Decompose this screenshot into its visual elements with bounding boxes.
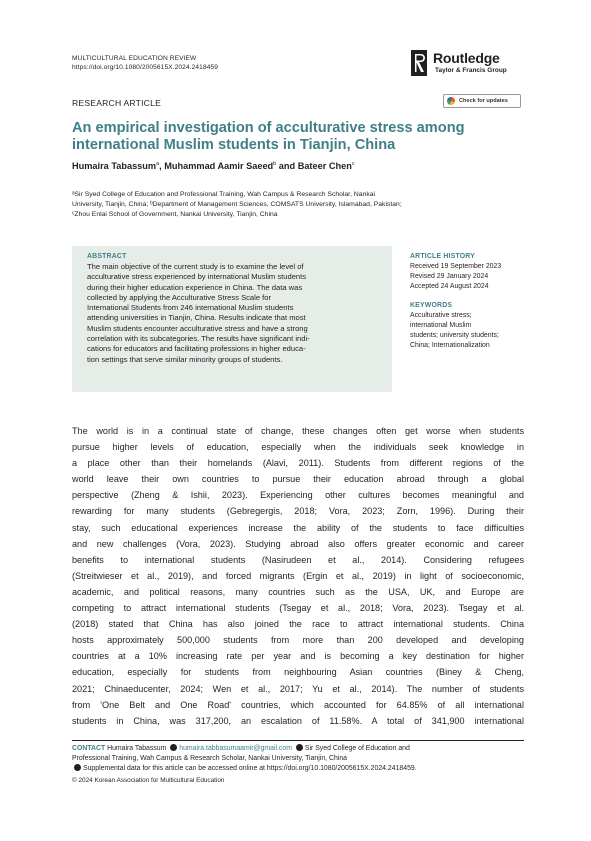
contact-line xyxy=(72,744,417,754)
keyword-line: Acculturative stress; xyxy=(410,312,472,319)
abstract-line: correlation with its subcategories. The results have significant indi- xyxy=(87,334,310,344)
footer-divider xyxy=(72,740,524,741)
supplemental-icon xyxy=(74,764,81,771)
author-list xyxy=(72,161,355,171)
contact-label: CONTACT xyxy=(72,745,106,752)
address-icon xyxy=(296,744,303,751)
journal-name: MULTICULTURAL EDUCATION REVIEW xyxy=(72,55,197,62)
body-line: benefits to international students (Nasirudeen et al., 2014). Considering refugees xyxy=(72,554,524,565)
body-line: and new challenges (Vora, 2023). Studying abroad also offers greater economic and career xyxy=(72,538,524,549)
body-line: 2021; Chinaeducenter, 2024; Wen et al., 2017; Yu et al., 2014). The number of students xyxy=(72,683,524,694)
body-line: world leave their own countries to pursue their education abroad through a global xyxy=(72,474,524,485)
supplemental-text[interactable]: Supplemental data for this article can be accessed online at https://doi.org/10.1080/2005615X.2024.2418459. xyxy=(83,765,417,773)
history-item: Accepted 24 August 2024 xyxy=(410,283,489,291)
doi-link[interactable]: https://doi.org/10.1080/2005615X.2024.2418459 xyxy=(72,64,219,71)
author-name[interactable]: Muhammad Aamir Saeed xyxy=(164,161,274,172)
copyright: © 2024 Korean Association for Multicultural Education xyxy=(72,777,225,784)
address-line-1: Sir Syed College of Education and xyxy=(304,745,410,752)
body-line: competing to attract international students (Tsegay et al., 2018; Vora, 2023). Tsegay et al. xyxy=(72,603,524,614)
history-item: Revised 29 January 2024 xyxy=(410,273,489,281)
check-updates-label: Check for updates xyxy=(459,98,508,104)
body-line: from 'One Belt and One Road' countries, which accounted for 64.85% of all international xyxy=(72,699,524,710)
body-line: stay, such educational experiences increase the ability of the students to face difficulties xyxy=(72,522,524,533)
crossmark-icon xyxy=(447,97,455,105)
body-line: rewarding for many students (Gebregergis, 2018; Vora, 2023; Zorn, 1996). During their xyxy=(72,506,524,517)
article-type: RESEARCH ARTICLE xyxy=(72,98,162,108)
title-line: international Muslim students in Tianjin, China xyxy=(72,137,396,153)
affiliation-line: ᵃSir Syed College of Education and Professional Training, Wah Campus & Research Scholar, Nankai xyxy=(72,191,376,198)
body-line: a place other than their homelands (Alavi, 2011). Students from different regions of the xyxy=(72,458,524,469)
publisher-subtitle: Taylor & Francis Group xyxy=(435,67,507,74)
check-updates-button[interactable] xyxy=(443,94,521,108)
publisher-logo xyxy=(411,50,521,80)
abstract-line: Muslim students encounter acculturative stress and have a strong xyxy=(87,323,308,333)
abstract-line: tion settings that serve similar minority groups of students. xyxy=(87,354,283,364)
author-separator: , xyxy=(159,161,165,172)
body-line: The world is in a continual state of change, these changes often get worse when students xyxy=(72,426,524,436)
abstract-text xyxy=(87,262,383,365)
abstract-line: during their higher education experience in China. The data was xyxy=(87,282,303,292)
article-title xyxy=(72,120,522,154)
email-link[interactable]: humaira.tabbasumaamir@gmail.com xyxy=(179,745,292,752)
email-icon xyxy=(170,744,177,751)
body-line: students in China, was 317,200, an escalation of 11.58%. A total of 341,900 international xyxy=(72,715,524,726)
history-list xyxy=(410,262,501,292)
affiliation-line: ᶜZhou Enlai School of Government, Nankai University, Tianjin, China xyxy=(72,211,278,219)
author-and: and xyxy=(276,161,298,172)
abstract-line: International Students from 246 international Muslim students xyxy=(87,303,294,313)
address-line-2: Professional Training, Wah Campus & Research Scholar, Nankai University, Tianjin, China xyxy=(72,755,347,763)
contact-footer xyxy=(72,744,417,775)
abstract-line: The main objective of the current study is to examine the level of xyxy=(87,262,304,271)
author-affil-mark: c xyxy=(351,161,355,167)
body-line: pursue higher levels of education, especially when the individuals seek knowledge in xyxy=(72,442,524,453)
body-line: (Streitwieser et al., 2019), and forced migrants (Ergin et al., 2019) in light of socioeconomic, xyxy=(72,570,524,581)
publisher-name: Routledge xyxy=(433,50,500,66)
abstract-line: attending universities in Tianjin, China. Results indicate that most xyxy=(87,313,306,323)
body-line: education, especially for students from neighbouring Asian countries (Biney & Cheng, xyxy=(72,667,524,678)
author-name[interactable]: Humaira Tabassum xyxy=(72,161,157,172)
affiliations xyxy=(72,190,524,221)
history-heading: ARTICLE HISTORY xyxy=(410,253,476,260)
history-item: Received 19 September 2023 xyxy=(410,263,502,270)
affiliation-line: University, Tianjin, China; ᵇDepartment of Management Sciences, COMSATS University, Islamabad, Pakistan; xyxy=(72,201,402,209)
author-affil-mark: a xyxy=(156,161,160,167)
abstract-line: acculturative stress experienced by international Muslim students xyxy=(87,272,307,282)
supplemental-line xyxy=(72,764,417,774)
keywords-list xyxy=(410,311,499,351)
body-line: academic, and political reasons, many countries such as the USA, UK, and Europe are xyxy=(72,586,524,597)
journal-header xyxy=(72,54,218,72)
keyword-line: China; Internationalization xyxy=(410,342,490,350)
contact-name: Humaira Tabassum xyxy=(107,745,167,752)
body-line: perspective (Zheng & Ishii, 2023). Experiencing other cultures becomes meaningful and xyxy=(72,490,524,501)
body-text xyxy=(72,423,524,729)
abstract-line: collected by applying the Acculturative Stress Scale for xyxy=(87,292,272,302)
body-line: (2018) stated that China has also joined the race to attract international students. China xyxy=(72,619,524,630)
keyword-line: international Muslim xyxy=(410,322,472,330)
author-affil-mark: b xyxy=(273,161,277,167)
abstract-line: cations for educators and facilitating professions in higher educa- xyxy=(87,344,306,354)
keyword-line: students; university students; xyxy=(410,332,499,340)
author-name[interactable]: Bateer Chen xyxy=(297,161,352,172)
abstract-heading: ABSTRACT xyxy=(87,253,127,260)
keywords-heading: KEYWORDS xyxy=(410,302,453,309)
routledge-r-icon xyxy=(411,50,427,76)
body-line: hosts approximately 500,000 students from more than 200 developed and developing xyxy=(72,635,524,646)
title-line: An empirical investigation of acculturative stress among xyxy=(72,120,465,136)
body-line: countries at a 10% increasing rate per year and is becoming a key destination for higher xyxy=(72,651,524,662)
